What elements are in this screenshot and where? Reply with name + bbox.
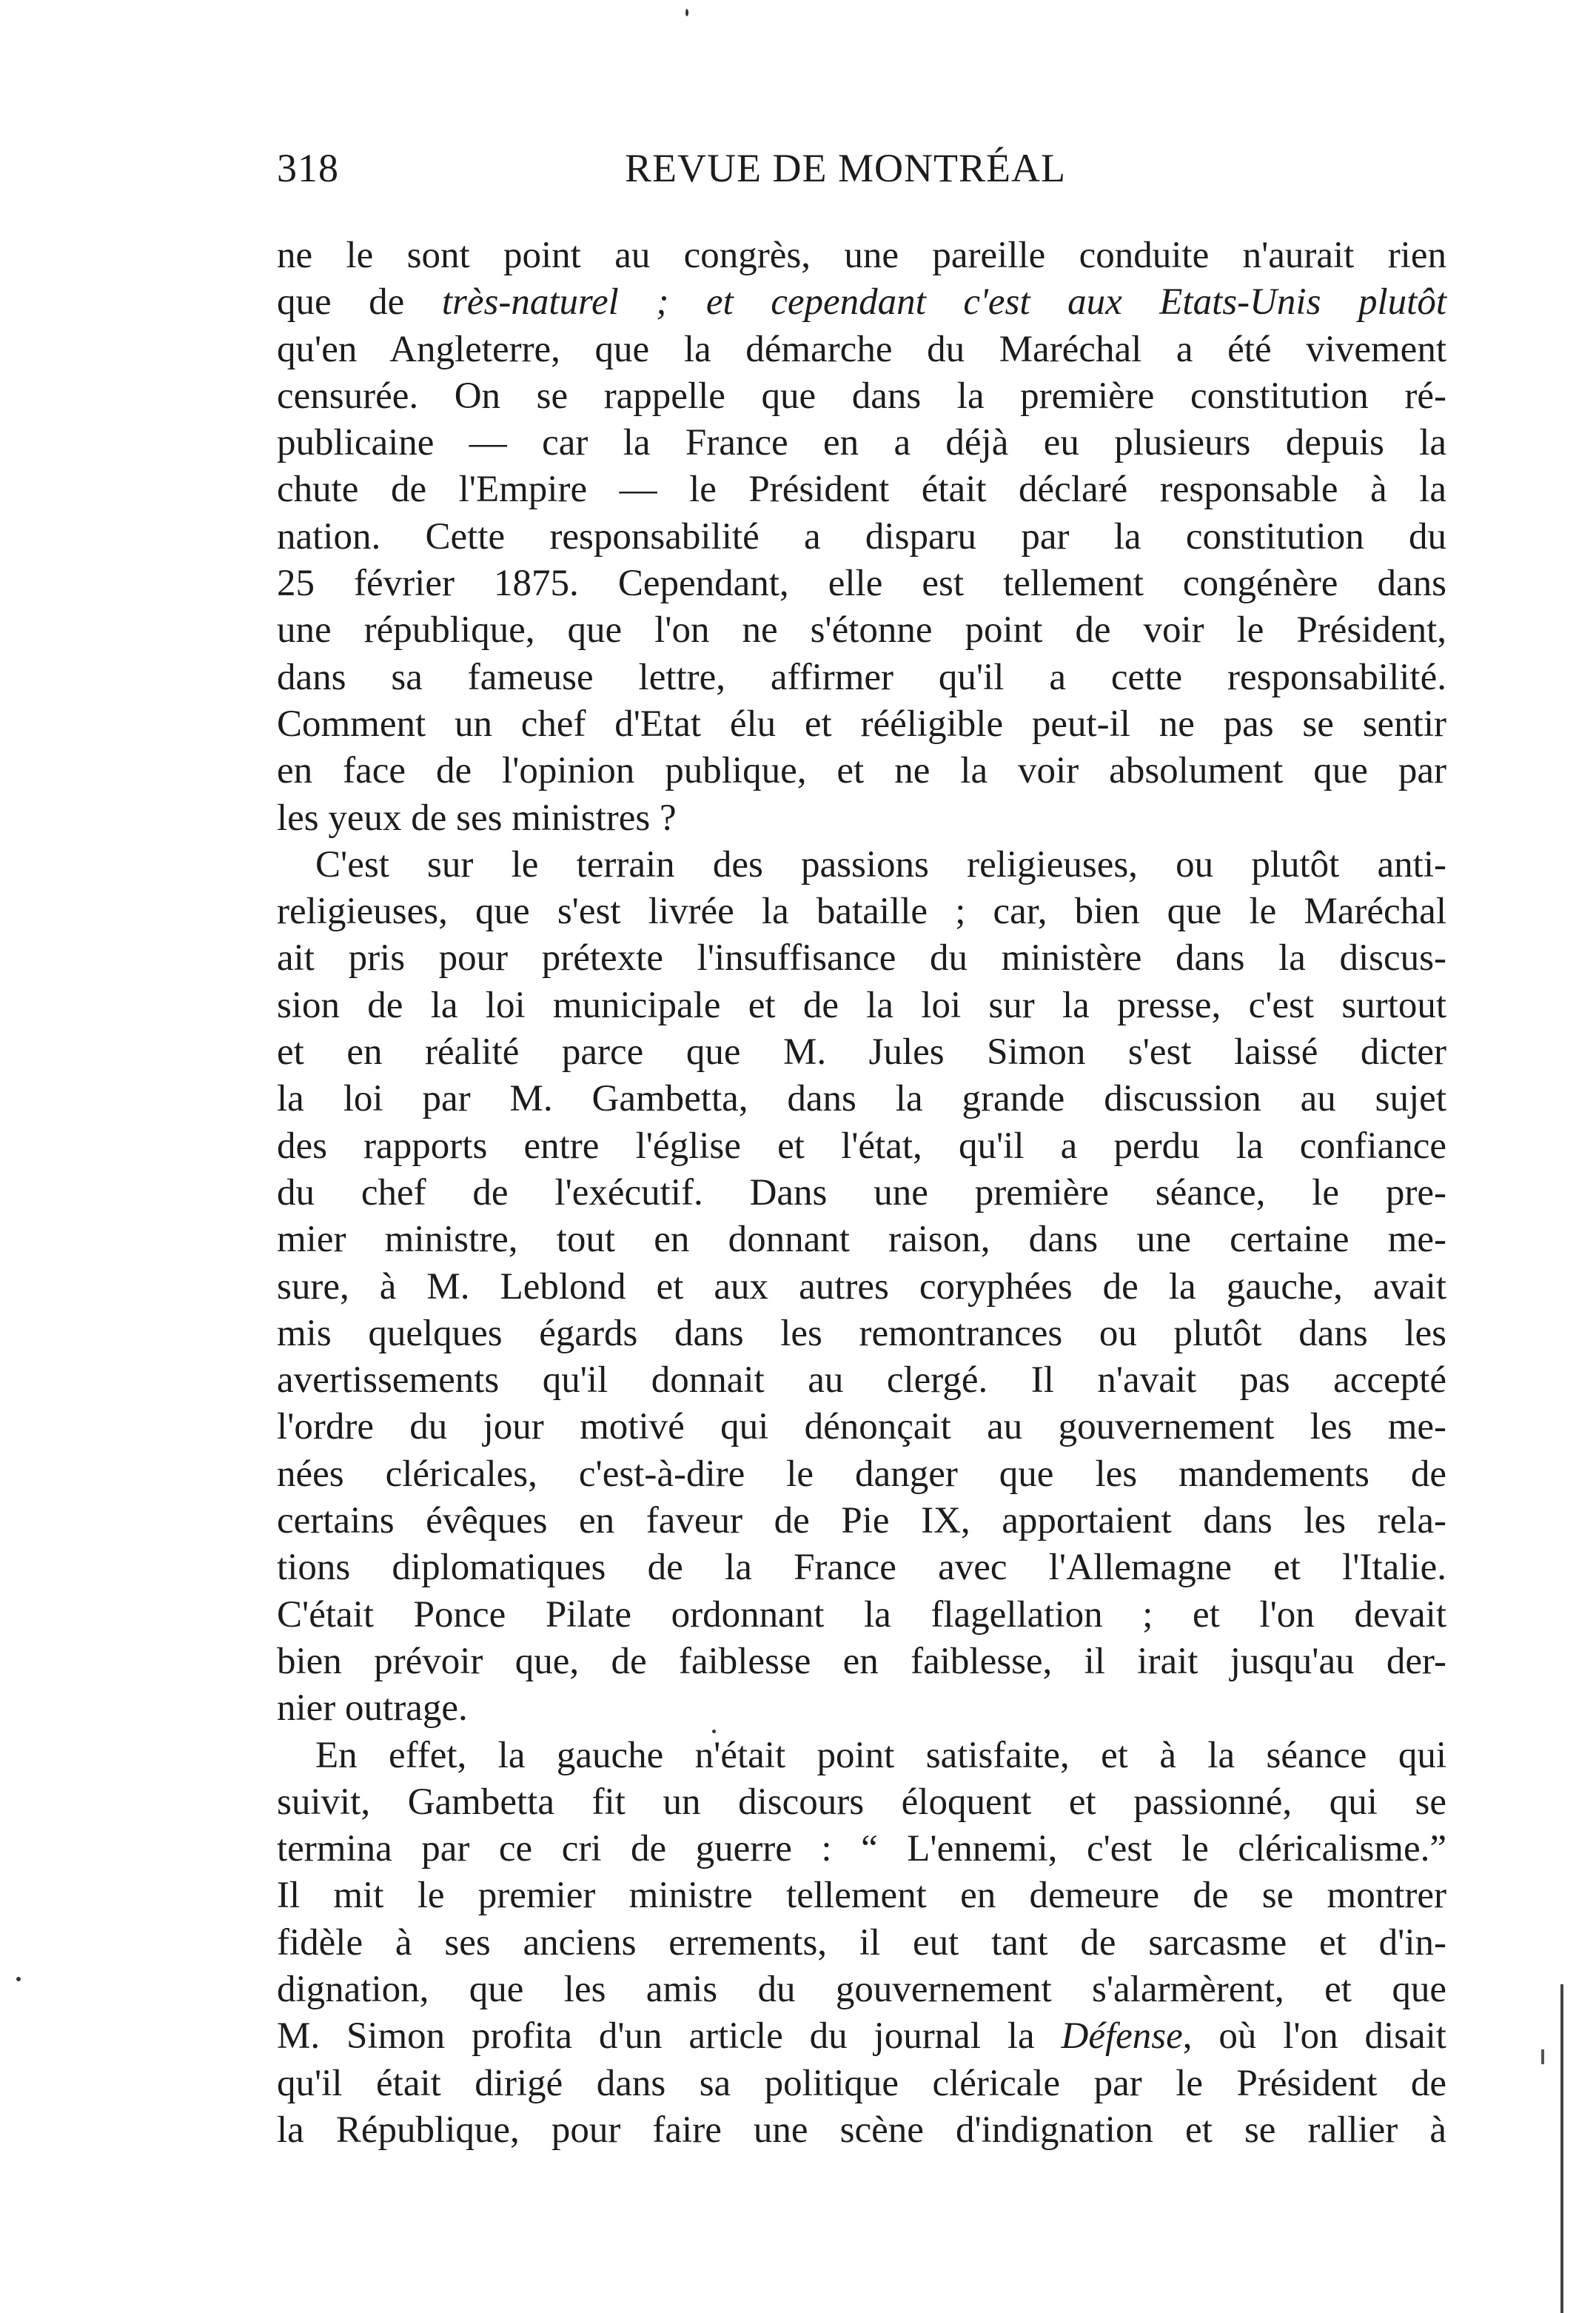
text-line: ne le sont point au congrès, une pareille conduite n'aurait rien	[277, 235, 1446, 276]
text-line: dignation, que les amis du gouvernement s'alarmèrent, et que	[277, 1968, 1446, 2010]
text-line: avertissements qu'il donnait au clergé. Il n'avait pas accepté	[277, 1359, 1446, 1402]
text-line: du chef de l'exécutif. Dans une première séance, le pre-	[277, 1171, 1446, 1214]
scan-speck	[685, 9, 688, 16]
text-line: chute de l'Empire — le Président était déclaré responsable à la	[277, 469, 1446, 511]
running-head: REVUE DE MONTRÉAL	[625, 146, 1066, 190]
text-line: Il mit le premier ministre tellement en demeure de se montrer	[277, 1875, 1446, 1917]
text-line: Comment un chef d'Etat élu et rééligible peut-il ne pas se sentir	[277, 703, 1446, 745]
body-text	[277, 232, 1446, 2154]
text-line: nier outrage.	[277, 1687, 468, 1730]
text-line: dans sa fameuse lettre, affirmer qu'il a cette responsabilité.	[277, 656, 1446, 698]
text-segment: que de	[277, 281, 442, 324]
text-line: suivit, Gambetta fit un discours éloquent et passionné, qui se	[277, 1781, 1446, 1823]
text-line	[277, 2013, 1446, 2060]
text-line: mier ministre, tout en donnant raison, dans une certaine me-	[277, 1219, 1446, 1261]
text-line: les yeux de ses ministres ?	[277, 797, 677, 839]
text-line: sion de la loi municipale et de la loi sur la presse, c'est surtout	[277, 984, 1446, 1026]
italic-text: très-naturel ; et cependant c'est aux Etats-Unis plutôt	[441, 281, 1446, 324]
text-line	[277, 279, 1446, 326]
text-line: fidèle à ses anciens errements, il eut tant de sarcasme et d'in-	[277, 1921, 1446, 1964]
page-number: 318	[277, 146, 339, 190]
text-line: censurée. On se rappelle que dans la première constitution ré-	[277, 375, 1446, 417]
text-line: l'ordre du jour motivé qui dénonçait au gouvernement les me-	[277, 1406, 1446, 1448]
italic-text: Défense	[1061, 2015, 1183, 2058]
text-line: et en réalité parce que M. Jules Simon s'est laissé dicter	[277, 1031, 1446, 1074]
text-segment: , où l'on disait	[1182, 2015, 1446, 2058]
scan-speck	[16, 1977, 21, 1981]
page-header	[277, 145, 1446, 204]
text-line: publicaine — car la France en a déjà eu plusieurs depuis la	[277, 422, 1446, 464]
text-line: qu'il était dirigé dans sa politique cléricale par le Président de	[277, 2062, 1446, 2104]
paragraph-start-line: C'est sur le terrain des passions religieuses, ou plutôt anti-	[315, 843, 1446, 886]
text-line: ait pris pour prétexte l'insuffisance du ministère dans la discus-	[277, 937, 1446, 980]
text-line: tions diplomatiques de la France avec l'Allemagne et l'Italie.	[277, 1547, 1446, 1589]
text-line: une république, que l'on ne s'étonne point de voir le Président,	[277, 609, 1446, 652]
text-line: la loi par M. Gambetta, dans la grande discussion au sujet	[277, 1078, 1446, 1120]
scan-edge-mark	[1541, 2049, 1544, 2064]
paragraph-start-line: En effet, la gauche n'était point satisfaite, et à la séance qui	[315, 1734, 1446, 1776]
text-segment: M. Simon profita d'un article du journal la	[277, 2015, 1062, 2058]
text-line: sure, à M. Leblond et aux autres coryphées de la gauche, avait	[277, 1265, 1446, 1308]
text-line: qu'en Angleterre, que la démarche du Maréchal a été vivement	[277, 328, 1446, 370]
text-line: C'était Ponce Pilate ordonnant la flagellation ; et l'on devait	[277, 1593, 1446, 1636]
scan-edge-line	[1560, 1984, 1563, 2313]
text-line: nées cléricales, c'est-à-dire le danger que les mandements de	[277, 1453, 1446, 1495]
text-line: religieuses, que s'est livrée la bataille ; car, bien que le Maréchal	[277, 891, 1446, 933]
text-line: certains évêques en faveur de Pie IX, apportaient dans les rela-	[277, 1500, 1446, 1542]
text-line: mis quelques égards dans les remontrances ou plutôt dans les	[277, 1312, 1446, 1354]
text-line: la République, pour faire une scène d'indignation et se rallier à	[277, 2109, 1446, 2151]
text-line: 25 février 1875. Cependant, elle est tellement congénère dans	[277, 563, 1446, 605]
scan-speck	[712, 1730, 716, 1733]
text-line: termina par ce cri de guerre : “ L'ennemi, c'est le cléricalisme.”	[277, 1828, 1446, 1870]
text-line: en face de l'opinion publique, et ne la voir absolument que par	[277, 750, 1446, 792]
text-line: des rapports entre l'église et l'état, qu'il a perdu la confiance	[277, 1125, 1446, 1167]
text-line: bien prévoir que, de faiblesse en faiblesse, il irait jusqu'au der-	[277, 1640, 1446, 1682]
text-line: nation. Cette responsabilité a disparu par la constitution du	[277, 515, 1446, 558]
